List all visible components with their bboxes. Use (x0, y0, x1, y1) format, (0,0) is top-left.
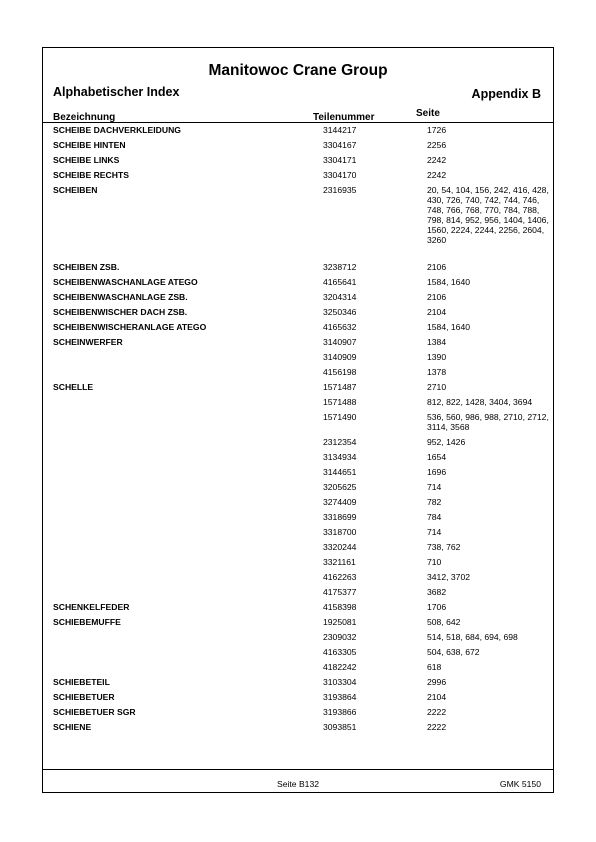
row-pages: 2104 (427, 307, 447, 317)
row-name: SCHEIBE RECHTS (53, 170, 129, 180)
row-pages: 2222 (427, 707, 447, 717)
table-row (43, 262, 553, 272)
row-pages: 20, 54, 104, 156, 242, 416, 428, 430, 726, 740, 742, 744, 746, 748, 766, 768, 770, 784, 788, 798, 814, 952, 956, 1404, 1406, 1560, 2224, 2244, 2256, 2604, 3260 (427, 185, 549, 245)
index-table-body (43, 125, 553, 732)
column-header-part-number: Teilenummer (313, 112, 375, 123)
table-row (43, 662, 553, 672)
table-row (43, 617, 553, 627)
table-row (43, 557, 553, 567)
table-row (43, 527, 553, 537)
table-row (43, 382, 553, 392)
footer-model: GMK 5150 (499, 779, 541, 789)
row-name: SCHEIBENWASCHANLAGE ATEGO (53, 277, 198, 287)
row-pages: 2242 (427, 170, 447, 180)
row-part-number: 4156198 (323, 367, 357, 377)
row-part-number: 3140909 (323, 352, 357, 362)
row-pages: 2256 (427, 140, 447, 150)
row-part-number: 3304167 (323, 140, 357, 150)
table-row (43, 125, 553, 135)
row-name: SCHELLE (53, 382, 94, 392)
row-pages: 1706 (427, 602, 447, 612)
row-name: SCHEIBEN (53, 185, 98, 195)
row-name (43, 647, 313, 657)
row-pages: 504, 638, 672 (427, 647, 480, 657)
row-part-number: 3193866 (323, 707, 357, 717)
row-pages: 3412, 3702 (427, 572, 471, 582)
row-pages: 2106 (427, 262, 447, 272)
header-divider (43, 122, 553, 123)
row-part-number: 4162263 (323, 572, 357, 582)
row-name: SCHIEBETUER (53, 692, 115, 702)
row-part-number: 1571487 (323, 382, 357, 392)
row-name: SCHEIBE LINKS (53, 155, 120, 165)
row-part-number: 3144217 (323, 125, 357, 135)
row-name: SCHEIBEN ZSB. (53, 262, 120, 272)
row-pages: 714 (427, 527, 442, 537)
table-row (43, 292, 553, 302)
row-part-number: 2309032 (323, 632, 357, 642)
row-part-number: 3304170 (323, 170, 357, 180)
row-name: SCHEIBENWASCHANLAGE ZSB. (53, 292, 188, 302)
footer-divider (43, 769, 553, 770)
table-row (43, 542, 553, 552)
row-part-number: 3320244 (323, 542, 357, 552)
table-row (43, 170, 553, 180)
table-row (43, 482, 553, 492)
row-pages: 618 (427, 662, 442, 672)
row-name: SCHEIBE HINTEN (53, 140, 126, 150)
row-part-number: 3318700 (323, 527, 357, 537)
row-name (43, 527, 313, 537)
row-pages: 1584, 1640 (427, 322, 471, 332)
table-row (43, 452, 553, 462)
table-row (43, 512, 553, 522)
row-name (43, 662, 313, 672)
table-row (43, 467, 553, 477)
row-part-number: 3274409 (323, 497, 357, 507)
row-pages: 784 (427, 512, 442, 522)
table-row (43, 155, 553, 165)
row-pages: 714 (427, 482, 442, 492)
row-name (43, 572, 313, 582)
table-row (43, 632, 553, 642)
row-name: SCHIENE (53, 722, 92, 732)
row-name: SCHIEBETEIL (53, 677, 110, 687)
row-part-number: 3204314 (323, 292, 357, 302)
row-name (43, 557, 313, 567)
table-row (43, 677, 553, 687)
row-name (43, 467, 313, 477)
row-name: SCHENKELFEDER (53, 602, 130, 612)
row-pages: 1654 (427, 452, 447, 462)
row-part-number: 2316935 (323, 185, 357, 195)
row-part-number: 3238712 (323, 262, 357, 272)
table-row (43, 307, 553, 317)
row-pages: 2242 (427, 155, 447, 165)
table-row (43, 692, 553, 702)
row-name: SCHEIBENWISCHER DACH ZSB. (53, 307, 188, 317)
row-name (43, 512, 313, 522)
row-pages: 1390 (427, 352, 447, 362)
table-row (43, 707, 553, 717)
page-title: Manitowoc Crane Group (208, 62, 388, 79)
row-name (43, 452, 313, 462)
row-pages: 1696 (427, 467, 447, 477)
table-row (43, 322, 553, 332)
row-pages: 1378 (427, 367, 447, 377)
table-row (43, 722, 553, 732)
column-header-page: Seite (416, 108, 440, 119)
row-part-number: 4175377 (323, 587, 357, 597)
row-name (43, 397, 313, 407)
row-pages: 952, 1426 (427, 437, 466, 447)
row-pages: 2104 (427, 692, 447, 702)
row-name: SCHIEBEMUFFE (53, 617, 121, 627)
row-part-number: 4182242 (323, 662, 357, 672)
row-part-number: 3144651 (323, 467, 357, 477)
row-part-number: 3250346 (323, 307, 357, 317)
row-pages: 2996 (427, 677, 447, 687)
table-row (43, 437, 553, 447)
appendix-label: Appendix B (471, 87, 541, 101)
row-name (43, 497, 313, 507)
table-row (43, 352, 553, 362)
row-part-number: 3304171 (323, 155, 357, 165)
row-part-number: 4163305 (323, 647, 357, 657)
row-part-number: 1571488 (323, 397, 357, 407)
table-row (43, 140, 553, 150)
row-name (43, 367, 313, 377)
row-part-number: 3093851 (323, 722, 357, 732)
row-name (43, 482, 313, 492)
row-part-number: 1925081 (323, 617, 357, 627)
index-title: Alphabetischer Index (53, 85, 180, 99)
row-pages: 2106 (427, 292, 447, 302)
table-row (43, 412, 553, 432)
row-part-number: 4165641 (323, 277, 357, 287)
row-pages: 508, 642 (427, 617, 461, 627)
table-row (43, 397, 553, 407)
row-part-number: 1571490 (323, 412, 357, 422)
column-header-name: Bezeichnung (53, 112, 116, 123)
row-name (43, 412, 313, 432)
table-row (43, 185, 553, 245)
table-row (43, 587, 553, 597)
row-name (43, 542, 313, 552)
row-name (43, 352, 313, 362)
row-pages: 738, 762 (427, 542, 461, 552)
row-part-number: 4165632 (323, 322, 357, 332)
row-name (43, 587, 313, 597)
row-part-number: 3205625 (323, 482, 357, 492)
row-pages: 710 (427, 557, 442, 567)
row-part-number: 4158398 (323, 602, 357, 612)
row-name (43, 437, 313, 447)
row-part-number: 3318699 (323, 512, 357, 522)
row-name: SCHEINWERFER (53, 337, 123, 347)
row-name: SCHIEBETUER SGR (53, 707, 136, 717)
table-row (43, 367, 553, 377)
row-pages: 1726 (427, 125, 447, 135)
row-name (43, 632, 313, 642)
table-row (43, 277, 553, 287)
table-row (43, 337, 553, 347)
footer-page-number: Seite B132 (276, 779, 320, 789)
row-pages: 1584, 1640 (427, 277, 471, 287)
row-pages: 2222 (427, 722, 447, 732)
table-row (43, 572, 553, 582)
row-pages: 514, 518, 684, 694, 698 (427, 632, 518, 642)
row-part-number: 3103304 (323, 677, 357, 687)
row-part-number: 2312354 (323, 437, 357, 447)
row-pages: 2710 (427, 382, 447, 392)
row-part-number: 3321161 (323, 557, 356, 567)
row-part-number: 3134934 (323, 452, 357, 462)
row-pages: 3682 (427, 587, 447, 597)
row-part-number: 3140907 (323, 337, 357, 347)
row-pages: 812, 822, 1428, 3404, 3694 (427, 397, 533, 407)
row-pages: 782 (427, 497, 442, 507)
table-row (43, 602, 553, 612)
table-row (43, 497, 553, 507)
row-part-number: 3193864 (323, 692, 357, 702)
row-pages: 536, 560, 986, 988, 2710, 2712, 3114, 3568 (427, 412, 549, 432)
row-pages: 1384 (427, 337, 447, 347)
table-row (43, 647, 553, 657)
page-frame (42, 47, 554, 793)
row-name: SCHEIBE DACHVERKLEIDUNG (53, 125, 181, 135)
row-name: SCHEIBENWISCHERANLAGE ATEGO (53, 322, 207, 332)
